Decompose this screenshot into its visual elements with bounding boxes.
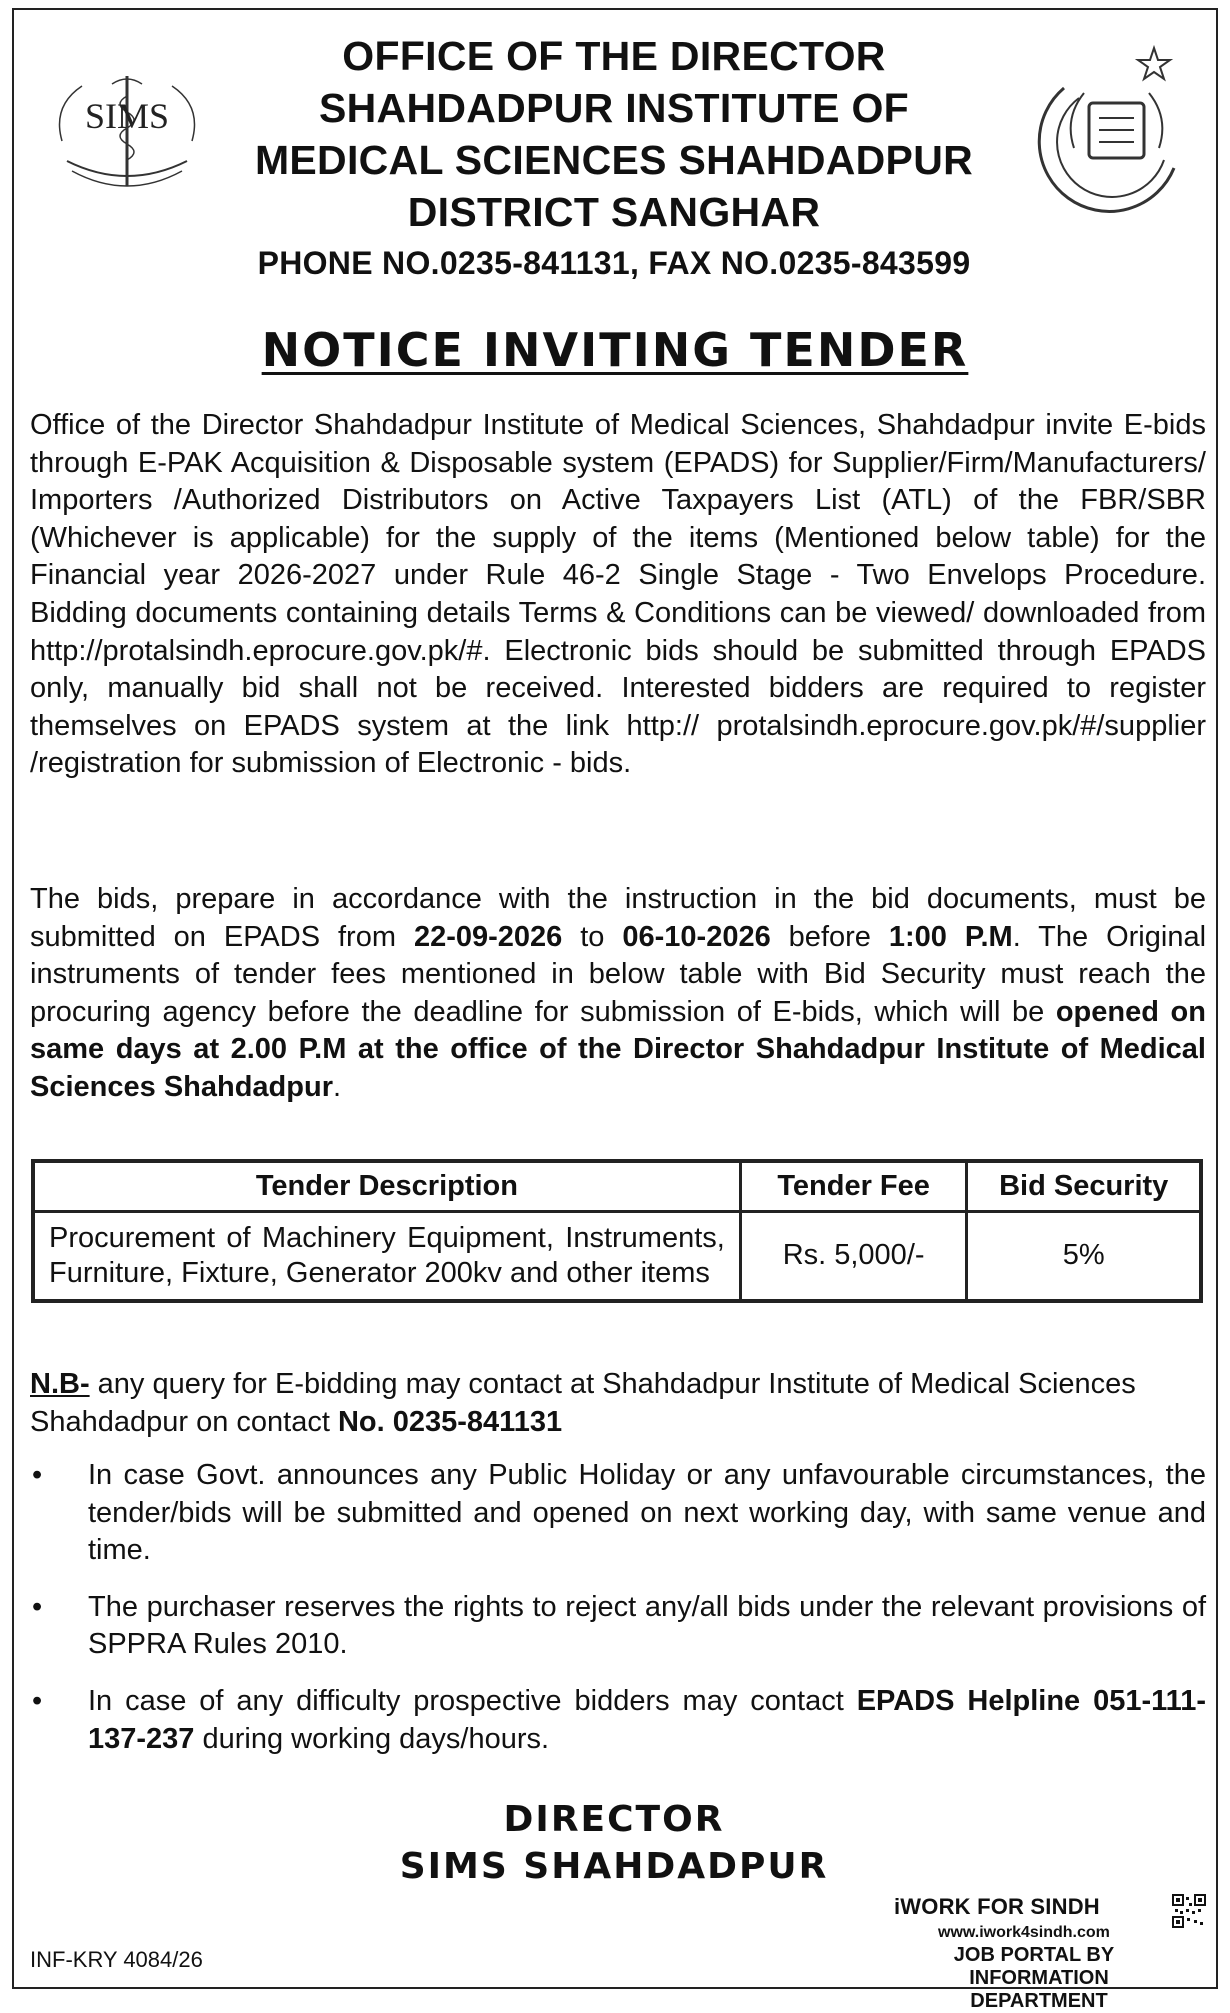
list-item-text: during working days/hours. [194,1722,550,1755]
date-from: 22-09-2026 [413,920,563,953]
table-header-row [33,1161,1201,1211]
heading-line: OFFICE OF THE DIRECTOR [342,33,886,79]
bullet-icon: • [32,1684,43,1717]
text-span: . [333,1070,342,1103]
sindh-government-emblem-icon [1024,38,1204,218]
text-span: before [770,920,889,953]
nb-contact: No. 0235-841131 [337,1405,563,1438]
tender-fee-cell: Rs. 5,000/- [740,1211,967,1301]
office-heading [164,30,1064,238]
text-span: to [562,920,623,953]
signature-block [264,1796,964,1890]
submission-paragraph [30,881,1206,1106]
iwork-url: www.iwork4sindh.com [938,1924,1110,1941]
table-row [33,1211,1201,1301]
list-item-text: The purchaser reserves the rights to reject any/all bids under the relevant provisions of SPPRA Rules 2010. [88,1590,1206,1661]
qr-code-icon [1172,1894,1206,1928]
iwork-brand: iWORK FOR SINDH [894,1894,1100,1919]
list-item [30,1589,1206,1664]
signature-title: DIRECTOR [503,1799,725,1840]
bid-security-cell: 5% [967,1211,1201,1301]
bullet-icon: • [32,1459,43,1491]
phone-fax-line: PHONE NO.0235-841131, FAX NO.0235-843599 [257,245,971,281]
conditions-list [30,1457,1206,1777]
list-item-text: In case of any difficulty prospective bidders may contact [88,1684,857,1717]
tender-description-cell: Procurement of Machinery Equipment, Instruments, Furniture, Fixture, Generator 200kv and other items [33,1211,740,1301]
opening-info: opened on same days at 2.00 P.M at the office of the Director Shahdadpur Institute of Medical Sciences Shahdadpur [30,995,1206,1103]
list-item [30,1683,1206,1758]
date-to: 06-10-2026 [622,920,771,953]
nb-label: N.B- [30,1368,90,1400]
svg-text:SIMS: SIMS [84,96,170,136]
list-item-text: In case Govt. announces any Public Holiday or any unfavourable circumstances, the tender/bids will be submitted and opened on next working day, with same venue and time. [88,1459,1206,1567]
iwork-tagline: JOB PORTAL BY [953,1944,1115,1966]
heading-line: SHAHDADPUR INSTITUTE OF [318,85,909,131]
nb-note [30,1366,1206,1441]
column-header: Tender Description [33,1161,740,1211]
signature-office: SIMS SHAHDADPUR [399,1846,829,1887]
column-header: Bid Security [967,1161,1201,1211]
heading-line: MEDICAL SCIENCES SHAHDADPUR [254,137,974,183]
nb-text: any query for E-bidding may contact at Shahdadpur Institute of Medical Sciences Shahdadpur on contact [30,1368,1136,1438]
intro-paragraph: Office of the Director Shahdadpur Institute of Medical Sciences, Shahdadpur invite E-bids through E-PAK Acquisition & Disposable system (EPADS) for Supplier/Firm/Manufacturers/ Importers /Authorized Distributors on Active Taxpayers List (ATL) of the FBR/SBR (Whichever is applicable) for the supply of the items (Mentioned below table) for the Financial year 2026-2027 under Rule 46-2 Single Stage - Two Envelops Procedure. Bidding documents containing details Terms & Conditions can be viewed/ downloaded from http://protalsindh.eprocure.gov.pk/#. Electronic bids should be submitted through EPADS only, manually bid shall not be received. Interested bidders are required to register themselves on EPADS system at the link http:// protalsindh.eprocure.gov.pk/#/supplier /registration for submission of Electronic - bids. [30,409,1206,780]
heading-line: DISTRICT SANGHAR [407,189,821,235]
header [14,10,1216,295]
notice-title: NOTICE INVITING TENDER [261,323,969,377]
column-header: Tender Fee [740,1161,967,1211]
iwork-tagline: INFORMATION DEPARTMENT [969,1967,1109,2012]
notice-page [12,8,1218,2012]
iwork-badge [894,1890,1214,2012]
helpline: EPADS Helpline 051-111-137-237 [88,1684,1206,1755]
bullet-icon: • [32,1590,43,1623]
deadline-time: 1:00 P.M [888,920,1013,953]
tender-table [31,1159,1203,1303]
list-item [30,1457,1206,1570]
text-span: . The Original instruments of tender fees mentioned in below table with Bid Security must reach the procuring agency before the deadline for submission of E-bids, which will be [30,920,1207,1028]
reference-number: INF-KRY 4084/26 [30,1947,203,1972]
text-span: The bids, prepare in accordance with the instruction in the bid documents, must be submitted on EPADS from [30,883,1206,953]
